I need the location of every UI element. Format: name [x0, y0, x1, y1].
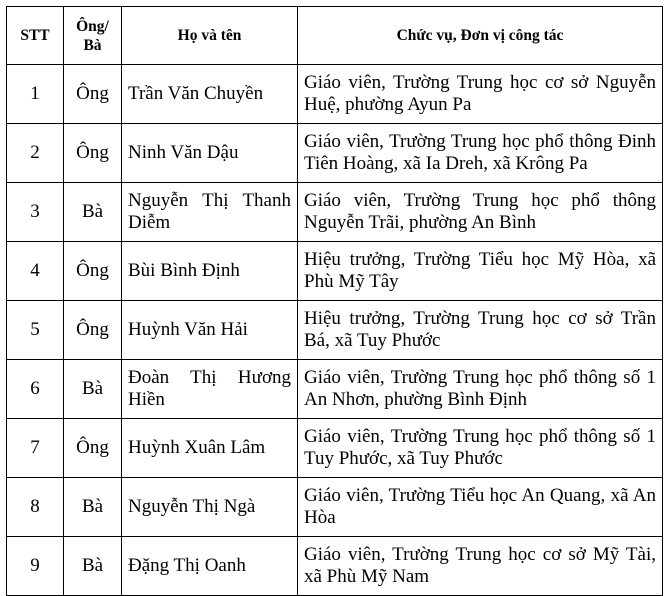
table-row [7, 419, 663, 478]
cell-title: Bà [64, 537, 122, 596]
table-row [7, 183, 663, 242]
table-row [7, 65, 663, 124]
cell-stt: 8 [7, 478, 64, 537]
cell-title: Bà [64, 478, 122, 537]
table-row [7, 301, 663, 360]
cell-position: Hiệu trưởng, Trường Tiểu học Mỹ Hòa, xã Phù Mỹ Tây [298, 242, 663, 301]
cell-title: Bà [64, 360, 122, 419]
cell-name: Nguyễn Thị Ngà [122, 478, 298, 537]
header-title: Ông/ Bà [64, 7, 122, 65]
cell-stt: 5 [7, 301, 64, 360]
cell-position: Giáo viên, Trường Trung học cơ sở Nguyễn Huệ, phường Ayun Pa [298, 65, 663, 124]
cell-stt: 2 [7, 124, 64, 183]
header-name: Họ và tên [122, 7, 298, 65]
table-row [7, 124, 663, 183]
cell-stt: 6 [7, 360, 64, 419]
cell-title: Ông [64, 242, 122, 301]
cell-title: Ông [64, 65, 122, 124]
header-position: Chức vụ, Đơn vị công tác [298, 7, 663, 65]
cell-name: Bùi Bình Định [122, 242, 298, 301]
cell-position: Giáo viên, Trường Trung học phổ thông Nguyễn Trãi, phường An Bình [298, 183, 663, 242]
table-row [7, 537, 663, 596]
cell-name: Nguyễn Thị Thanh Diễm [122, 183, 298, 242]
cell-name: Huỳnh Văn Hải [122, 301, 298, 360]
cell-title: Bà [64, 183, 122, 242]
table-row [7, 360, 663, 419]
cell-stt: 7 [7, 419, 64, 478]
cell-name: Huỳnh Xuân Lâm [122, 419, 298, 478]
cell-position: Giáo viên, Trường Trung học phổ thông Đinh Tiên Hoàng, xã Ia Dreh, xã Krông Pa [298, 124, 663, 183]
cell-name: Ninh Văn Dậu [122, 124, 298, 183]
cell-name: Trần Văn Chuyền [122, 65, 298, 124]
table-row [7, 242, 663, 301]
cell-name: Đặng Thị Oanh [122, 537, 298, 596]
cell-title: Ông [64, 124, 122, 183]
table-header-row [7, 7, 663, 65]
cell-position: Giáo viên, Trường Trung học phổ thông số 1 An Nhơn, phường Bình Định [298, 360, 663, 419]
cell-title: Ông [64, 419, 122, 478]
cell-position: Giáo viên, Trường Tiểu học An Quang, xã An Hòa [298, 478, 663, 537]
cell-position: Giáo viên, Trường Trung học cơ sở Mỹ Tài, xã Phù Mỹ Nam [298, 537, 663, 596]
cell-name: Đoàn Thị Hương Hiền [122, 360, 298, 419]
cell-stt: 3 [7, 183, 64, 242]
cell-stt: 1 [7, 65, 64, 124]
cell-position: Giáo viên, Trường Trung học phổ thông số 1 Tuy Phước, xã Tuy Phước [298, 419, 663, 478]
cell-stt: 9 [7, 537, 64, 596]
table-row [7, 478, 663, 537]
header-stt: STT [7, 7, 64, 65]
commendation-table [6, 6, 663, 596]
cell-position: Hiệu trưởng, Trường Trung học cơ sở Trần Bá, xã Tuy Phước [298, 301, 663, 360]
cell-stt: 4 [7, 242, 64, 301]
cell-title: Ông [64, 301, 122, 360]
